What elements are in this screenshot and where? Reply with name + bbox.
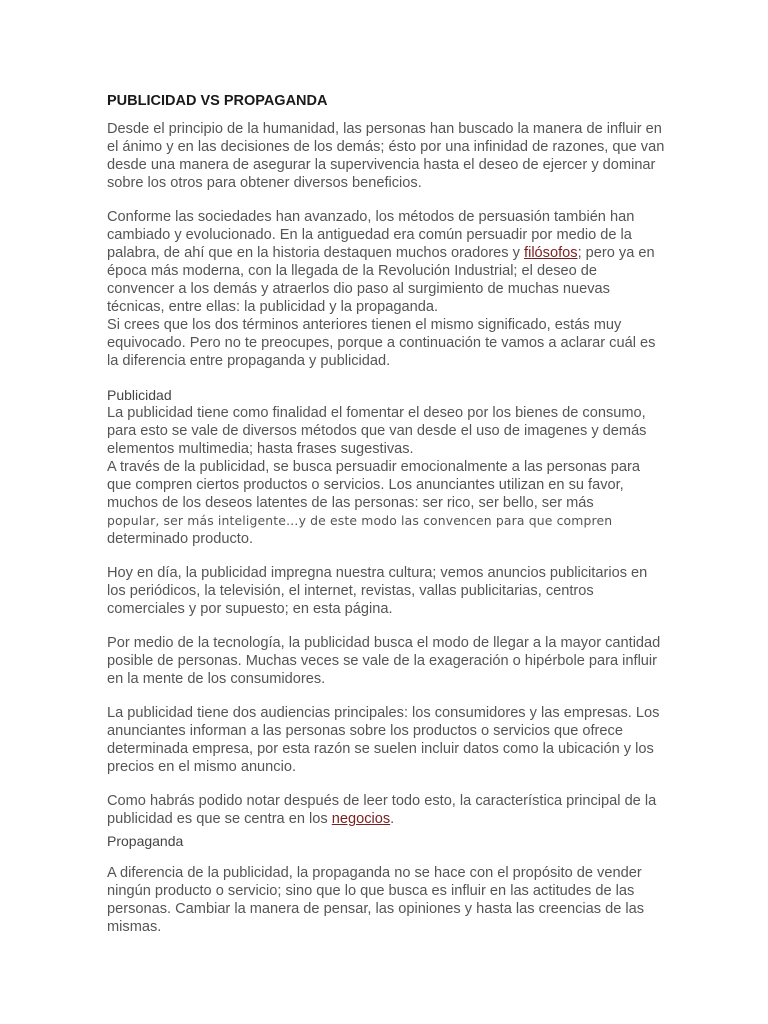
- publicidad-p6-text: Como habrás podido notar después de leer todo esto, la característica principal de la publicidad es que se centra en los: [107, 793, 657, 827]
- difference-paragraph: Si crees que los dos términos anteriores tienen el mismo significado, estás muy equivocado. Pero no te preocupes, porque a continuación te vamos a aclarar cuál es la diferencia entre propaganda y publicidad.: [107, 317, 656, 369]
- document-title: PUBLICIDAD VS PROPAGANDA: [107, 93, 328, 109]
- publicidad-paragraph-1: La publicidad tiene como finalidad el fomentar el deseo por los bienes de consumo, para esto se vale de diversos métodos que van desde el uso de imagenes y demás elementos multimedia; hasta frases sugestivas.: [107, 405, 647, 457]
- persuasion-text-end: ; pero ya en época más moderna, con la llegada de la Revolución Industrial; el deseo de convencer a los demás y atraerlos dio paso al surgimiento de muchas nuevas técnicas, entre ellas: la publicidad y la propaganda.: [107, 245, 655, 315]
- publicidad-p6-end: .: [390, 811, 395, 827]
- publicidad-paragraph-3: Hoy en día, la publicidad impregna nuestra cultura; vemos anuncios publicitarios en los periódicos, la televisión, el internet, revistas, vallas publicitarias, centros comerciales y por supuesto; en esta página.: [107, 565, 648, 617]
- publicidad-p2-line-b: popular, ser más inteligente…y de este modo las convencen para que compren: [107, 513, 613, 528]
- publicidad-paragraph-6: [107, 792, 667, 828]
- propaganda-heading: Propaganda: [107, 833, 184, 849]
- publicidad-paragraph-4: Por medio de la tecnología, la publicidad busca el modo de llegar a la mayor cantidad posible de personas. Muchas veces se vale de la exageración o hipérbole para influir en la mente de los consumidores.: [107, 635, 661, 687]
- negocios-link[interactable]: negocios: [331, 811, 391, 827]
- intro-paragraph: Desde el principio de la humanidad, las personas han buscado la manera de influir en el ánimo y en las decisiones de los demás; ésto por una infinidad de razones, que van desde una manera de asegurar la supervivencia hasta el deseo de ejercer y dominar sobre los otros para obtener diversos beneficios.: [107, 121, 665, 191]
- document-page: [107, 92, 667, 952]
- filosofos-link[interactable]: filósofos: [524, 245, 578, 261]
- publicidad-heading: Publicidad: [107, 387, 172, 403]
- propaganda-paragraph-1: A diferencia de la publicidad, la propaganda no se hace con el propósito de vender ningún producto o servicio; sino que lo que busca es influir en las actitudes de las personas. Cambiar la manera de pensar, las opiniones y hasta las creencias de las mismas.: [107, 865, 645, 935]
- publicidad-p2-line-a: A través de la publicidad, se busca persuadir emocionalmente a las personas para que compren ciertos productos o servicios. Los anunciantes utilizan en su favor, muchos de los deseos latentes de las personas: ser rico, ser bello, ser más: [107, 459, 640, 511]
- persuasion-paragraph: [107, 208, 667, 316]
- publicidad-p2-line-c: determinado producto.: [107, 531, 254, 547]
- publicidad-paragraph-2: [107, 458, 667, 548]
- persuasion-text-start: Conforme las sociedades han avanzado, los métodos de persuasión también han cambiado y evolucionado. En la antiguedad era común persuadir por medio de la palabra, de ahí que en la historia destaquen muchos oradores y: [107, 209, 635, 261]
- publicidad-paragraph-5: La publicidad tiene dos audiencias principales: los consumidores y las empresas. Los anunciantes informan a las personas sobre los productos o servicios que ofrece determinada empresa, por esta razón se suelen incluir datos como la ubicación y los precios en el mismo anuncio.: [107, 705, 660, 775]
